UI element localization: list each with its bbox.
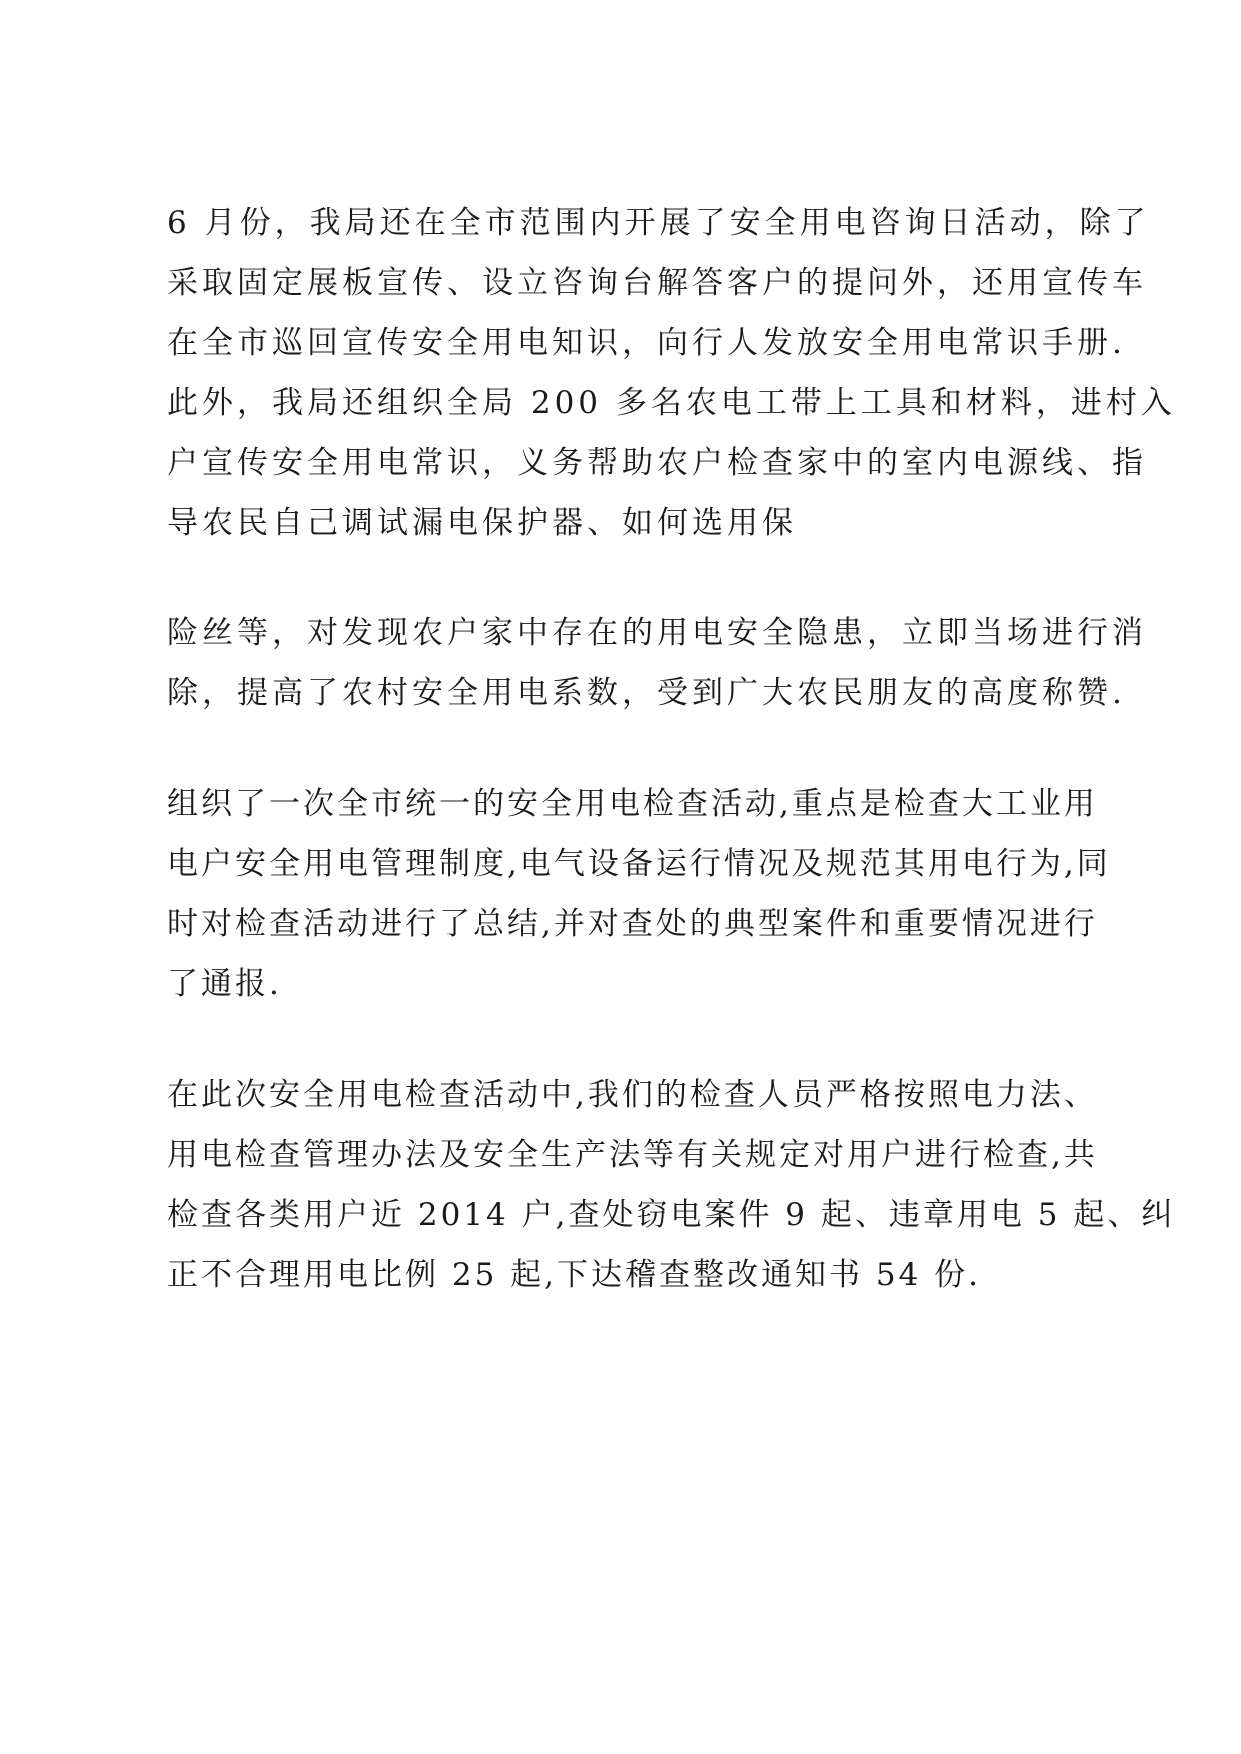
text-line: 正不合理用电比例 25 起,下达稽查整改通知书 54 份. bbox=[167, 1257, 982, 1293]
text-line: 户宣传安全用电常识，义务帮助农户检查家中的室内电源线、指 bbox=[167, 445, 1147, 481]
text-line: 组织了一次全市统一的安全用电检查活动,重点是检查大工业用 bbox=[167, 786, 1098, 822]
text-line: 导农民自己调试漏电保护器、如何选用保 bbox=[167, 505, 797, 541]
text-line: 险丝等，对发现农户家中存在的用电安全隐患，立即当场进行消 bbox=[167, 615, 1147, 651]
text-line: 在此次安全用电检查活动中,我们的检查人员严格按照电力法、 bbox=[167, 1077, 1098, 1113]
text-line: 检查各类用户近 2014 户,查处窃电案件 9 起、违章用电 5 起、纠 bbox=[167, 1197, 1176, 1233]
text-line: 在全市巡回宣传安全用电知识，向行人发放安全用电常识手册. bbox=[167, 325, 1126, 361]
text-line: 除，提高了农村安全用电系数，受到广大农民朋友的高度称赞. bbox=[167, 675, 1126, 711]
text-line: 采取固定展板宣传、设立咨询台解答客户的提问外，还用宣传车 bbox=[167, 265, 1147, 301]
text-line: 此外，我局还组织全局 200 多名农电工带上工具和材料，进村入 bbox=[167, 385, 1176, 421]
text-line: 6 月份，我局还在全市范围内开展了安全用电咨询日活动，除了 bbox=[167, 205, 1150, 241]
text-line: 用电检查管理办法及安全生产法等有关规定对用户进行检查,共 bbox=[167, 1137, 1098, 1173]
text-line: 时对检查活动进行了总结,并对查处的典型案件和重要情况进行 bbox=[167, 906, 1098, 942]
text-line: 电户安全用电管理制度,电气设备运行情况及规范其用电行为,同 bbox=[167, 846, 1111, 882]
text-line: 了通报. bbox=[167, 966, 282, 1002]
